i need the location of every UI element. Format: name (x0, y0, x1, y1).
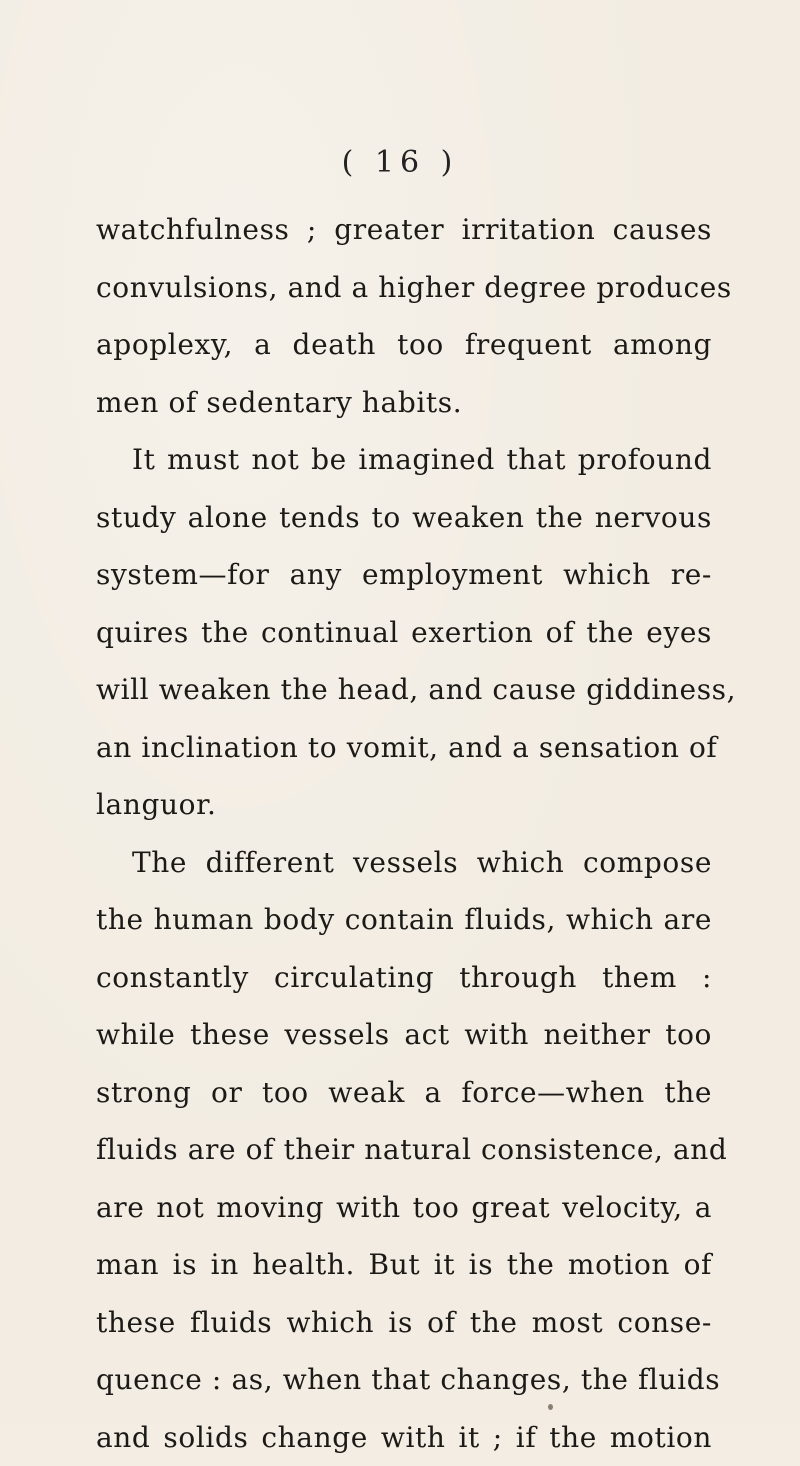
body-text (96, 201, 712, 1466)
text-line: apoplexy, a death too frequent among (96, 316, 712, 374)
text-line: will weaken the head, and cause giddiness, (96, 661, 712, 719)
text-line: The different vessels which compose (96, 834, 712, 892)
paper-speck (548, 1404, 553, 1410)
text-line: quires the continual exertion of the eyes (96, 604, 712, 662)
text-line: It must not be imagined that profound (96, 431, 712, 489)
text-line: are not moving with too great velocity, a (96, 1179, 712, 1237)
text-line: study alone tends to weaken the nervous (96, 489, 712, 547)
text-line: man is in health. But it is the motion of (96, 1236, 712, 1294)
text-line: system—for any employment which re- (96, 546, 712, 604)
text-line: the human body contain fluids, which are (96, 891, 712, 949)
text-line: languor. (96, 776, 712, 834)
text-line: while these vessels act with neither too (96, 1006, 712, 1064)
page-number: ( 16 ) (0, 143, 800, 183)
text-line: an inclination to vomit, and a sensation of (96, 719, 712, 777)
text-line: strong or too weak a force—when the (96, 1064, 712, 1122)
text-line: men of sedentary habits. (96, 374, 712, 432)
text-line: convulsions, and a higher degree produces (96, 259, 712, 317)
text-line: quence : as, when that changes, the fluids (96, 1351, 712, 1409)
text-line: watchfulness ; greater irritation causes (96, 201, 712, 259)
text-line: constantly circulating through them : (96, 949, 712, 1007)
text-line: these fluids which is of the most conse- (96, 1294, 712, 1352)
text-line: and solids change with it ; if the motion (96, 1409, 712, 1466)
text-line: fluids are of their natural consistence, and (96, 1121, 712, 1179)
